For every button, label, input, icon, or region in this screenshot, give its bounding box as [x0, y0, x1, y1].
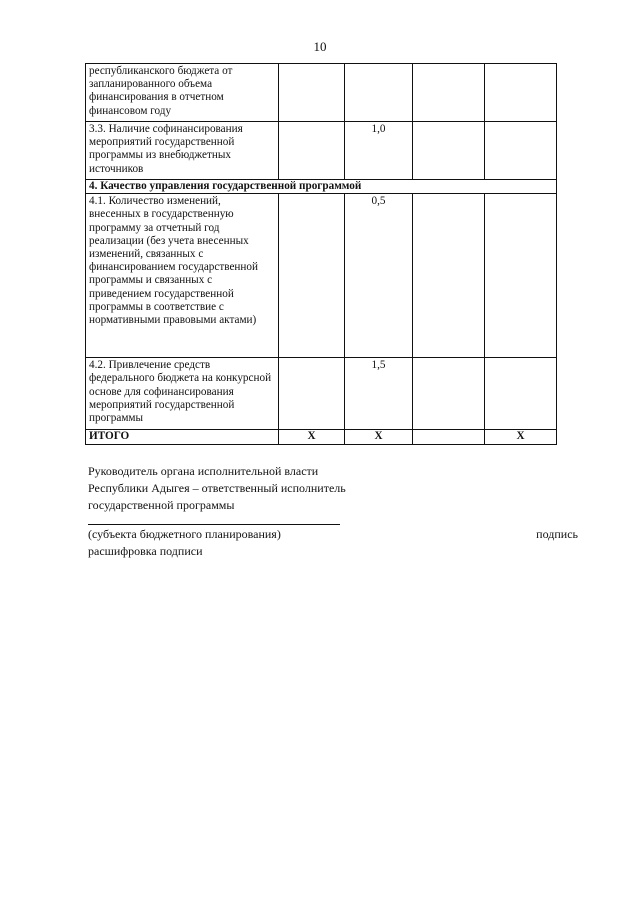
signature-block [88, 463, 578, 560]
table-row [86, 122, 557, 180]
table-cell [413, 358, 485, 430]
table-cell [413, 430, 485, 445]
total-label: ИТОГО [86, 430, 279, 445]
signatory-line: государственной программы [88, 498, 235, 512]
signature-caption [88, 526, 578, 543]
caption-bottom: расшифровка подписи [88, 544, 203, 558]
section-heading: 4. Качество управления государственной программой [86, 180, 557, 194]
table-row [86, 64, 557, 122]
table-cell: Х [485, 430, 557, 445]
table-cell [279, 64, 345, 122]
table-cell [279, 122, 345, 180]
section-row [86, 180, 557, 194]
criterion-label: 3.3. Наличие софинансирования мероприятий государственной программы из внебюджетных источников [86, 122, 279, 180]
table-cell: 1,5 [345, 358, 413, 430]
criterion-label: 4.2. Привлечение средств федерального бюджета на конкурсной основе для софинансирования мероприятий государственной программы [86, 358, 279, 430]
table-cell: Х [279, 430, 345, 445]
table-cell [413, 122, 485, 180]
signature-rule [88, 514, 340, 525]
table-cell [413, 194, 485, 358]
table-row [86, 358, 557, 430]
table-cell [485, 122, 557, 180]
table-cell [345, 64, 413, 122]
evaluation-table [85, 63, 557, 445]
criterion-label: республиканского бюджета от запланированного объема финансирования в отчетном финансовом году [86, 64, 279, 122]
caption-left: (субъекта бюджетного планирования) [88, 527, 281, 541]
table-cell: Х [345, 430, 413, 445]
signatory-line: Руководитель органа исполнительной власти [88, 464, 319, 478]
caption-right: подпись [536, 527, 578, 541]
signatory-line: Республики Адыгея – ответственный исполнитель [88, 481, 346, 495]
table-cell [279, 194, 345, 358]
criterion-label: 4.1. Количество изменений, внесенных в государственную программу за отчетный год реализации (без учета внесенных изменений, связанных с финансированием государственной программы и связанных с приведением государственной программы в соответствие с нормативными правовыми актами) [86, 194, 279, 358]
table-cell: 1,0 [345, 122, 413, 180]
table-row [86, 194, 557, 358]
table-cell [485, 194, 557, 358]
table-cell [413, 64, 485, 122]
table-cell [279, 358, 345, 430]
table-cell [485, 358, 557, 430]
page-number: 10 [313, 39, 327, 54]
table-cell [485, 64, 557, 122]
total-row [86, 430, 557, 445]
table-cell: 0,5 [345, 194, 413, 358]
